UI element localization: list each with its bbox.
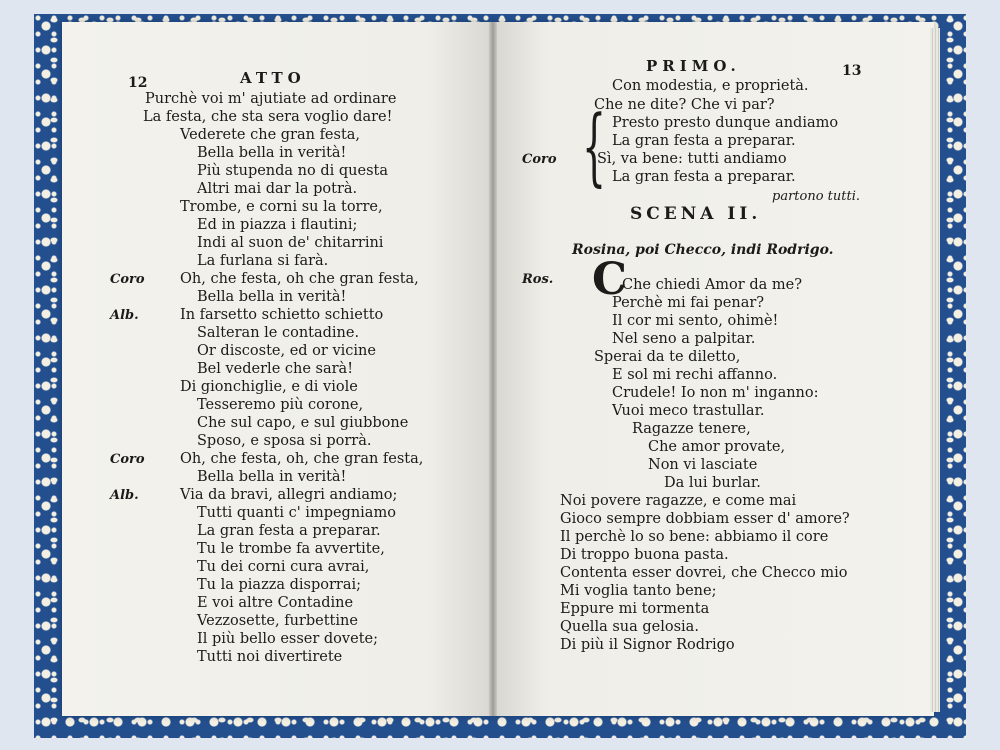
verse-line: Presto presto dunque andiamo	[612, 115, 839, 131]
speaker-label-ros: Ros.	[522, 272, 554, 287]
verse-line: Noi povere ragazze, e come mai	[560, 493, 797, 509]
verse-line: Eppure mi tormenta	[560, 601, 710, 617]
verse-line: Il cor mi sento, ohimè!	[612, 313, 779, 329]
verse-line: Salteran le contadine.	[197, 325, 360, 341]
verse-line: Indi al suon de' chitarrini	[197, 235, 384, 251]
verse-line: Vuoi meco trastullar.	[612, 403, 765, 419]
verse-line: Il più bello esser dovete;	[197, 631, 378, 647]
verse-line: Più stupenda no di questa	[197, 163, 389, 179]
verse-line: Che sul capo, e sul giubbone	[197, 415, 409, 431]
verse-line: Or discoste, ed or vicine	[197, 343, 376, 359]
verse-line: Tu dei corni cura avrai,	[197, 559, 370, 575]
page-edges	[930, 28, 940, 712]
verse-line: Nel seno a palpitar.	[612, 331, 756, 347]
verse-line: Mi voglia tanto bene;	[560, 583, 717, 599]
verse-line: Sì, va bene: tutti andiamo	[597, 151, 787, 167]
verse-line: E voi altre Contadine	[197, 595, 354, 611]
verse-line: Altri mai dar la potrà.	[197, 181, 358, 197]
verse-line: Con modestia, e proprietà.	[612, 78, 809, 94]
verse-line: Purchè voi m' ajutiate ad ordinare	[145, 91, 397, 107]
verse-line: Tutti quanti c' impegniamo	[197, 505, 396, 521]
verse-line: Via da bravi, allegri andiamo;	[180, 487, 398, 503]
verse-line: Contenta esser dovrei, che Checco mio	[560, 565, 848, 581]
verse-line: Tu le trombe fa avvertite,	[197, 541, 385, 557]
verse-line: Sperai da te diletto,	[594, 349, 741, 365]
scene-title: SCENA II.	[630, 204, 762, 224]
verse-line: Crudele! Io non m' inganno:	[612, 385, 819, 401]
verse-line: Trombe, e corni su la torre,	[180, 199, 383, 215]
running-header-left: ATTO	[240, 69, 306, 87]
verse-line: Vederete che gran festa,	[180, 127, 361, 143]
speaker-label: Coro	[110, 452, 145, 467]
verse-line: Sposo, e sposa si porrà.	[197, 433, 372, 449]
verse-line: Di più il Signor Rodrigo	[560, 637, 735, 653]
speaker-label-coro: Coro	[522, 152, 557, 167]
verse-line: Quella sua gelosia.	[560, 619, 699, 635]
verse-line: La festa, che sta sera voglio dare!	[143, 109, 393, 125]
gutter-shadow	[489, 22, 497, 716]
running-header-right: PRIMO.	[646, 57, 741, 75]
verse-line: La gran festa a preparar.	[612, 133, 796, 149]
verse-line: Che chiedi Amor da me?	[622, 277, 802, 293]
verse-line: Non vi lasciate	[648, 457, 758, 473]
verse-line: Tu la piazza disporrai;	[197, 577, 362, 593]
chorus-brace: {	[582, 97, 607, 195]
scene-characters: Rosina, poi Checco, indi Rodrigo.	[572, 242, 834, 258]
verse-line: Bella bella in verità!	[197, 289, 347, 305]
verse-line: E sol mi rechi affanno.	[612, 367, 778, 383]
verse-line: Bella bella in verità!	[197, 145, 347, 161]
page-number-left: 12	[128, 75, 148, 91]
verse-line: In farsetto schietto schietto	[180, 307, 384, 323]
verse-line: La gran festa a preparar.	[612, 169, 796, 185]
verse-line: Tesseremo più corone,	[197, 397, 364, 413]
verse-line: Tutti noi divertirete	[197, 649, 343, 665]
verse-line: La furlana si farà.	[197, 253, 329, 269]
verse-line: Bella bella in verità!	[197, 469, 347, 485]
verse-line: Che amor provate,	[648, 439, 786, 455]
speaker-label: Alb.	[110, 308, 139, 323]
verse-line: Oh, che festa, oh, che gran festa,	[180, 451, 424, 467]
verse-line: Da lui burlar.	[664, 475, 761, 491]
verse-line: La gran festa a preparar.	[197, 523, 381, 539]
drop-cap-initial: C	[592, 254, 628, 305]
verse-line: Ragazze tenere,	[632, 421, 751, 437]
verse-line: Di troppo buona pasta.	[560, 547, 729, 563]
verse-line: Di gionchiglie, e di viole	[180, 379, 358, 395]
verse-line: Ed in piazza i flautini;	[197, 217, 358, 233]
verse-line: Che ne dite? Che vi par?	[594, 97, 775, 113]
verse-line: Gioco sempre dobbiam esser d' amore?	[560, 511, 850, 527]
speaker-label: Alb.	[110, 488, 139, 503]
verse-line: Perchè mi fai penar?	[612, 295, 765, 311]
verse-line: Il perchè lo so bene: abbiamo il core	[560, 529, 829, 545]
page-number-right: 13	[842, 63, 862, 79]
verse-line: Vezzosette, furbettine	[197, 613, 358, 629]
stage-direction: partono tutti.	[772, 189, 861, 204]
speaker-label: Coro	[110, 272, 145, 287]
verse-line: Bel vederle che sarà!	[197, 361, 354, 377]
verse-line: Oh, che festa, oh che gran festa,	[180, 271, 419, 287]
